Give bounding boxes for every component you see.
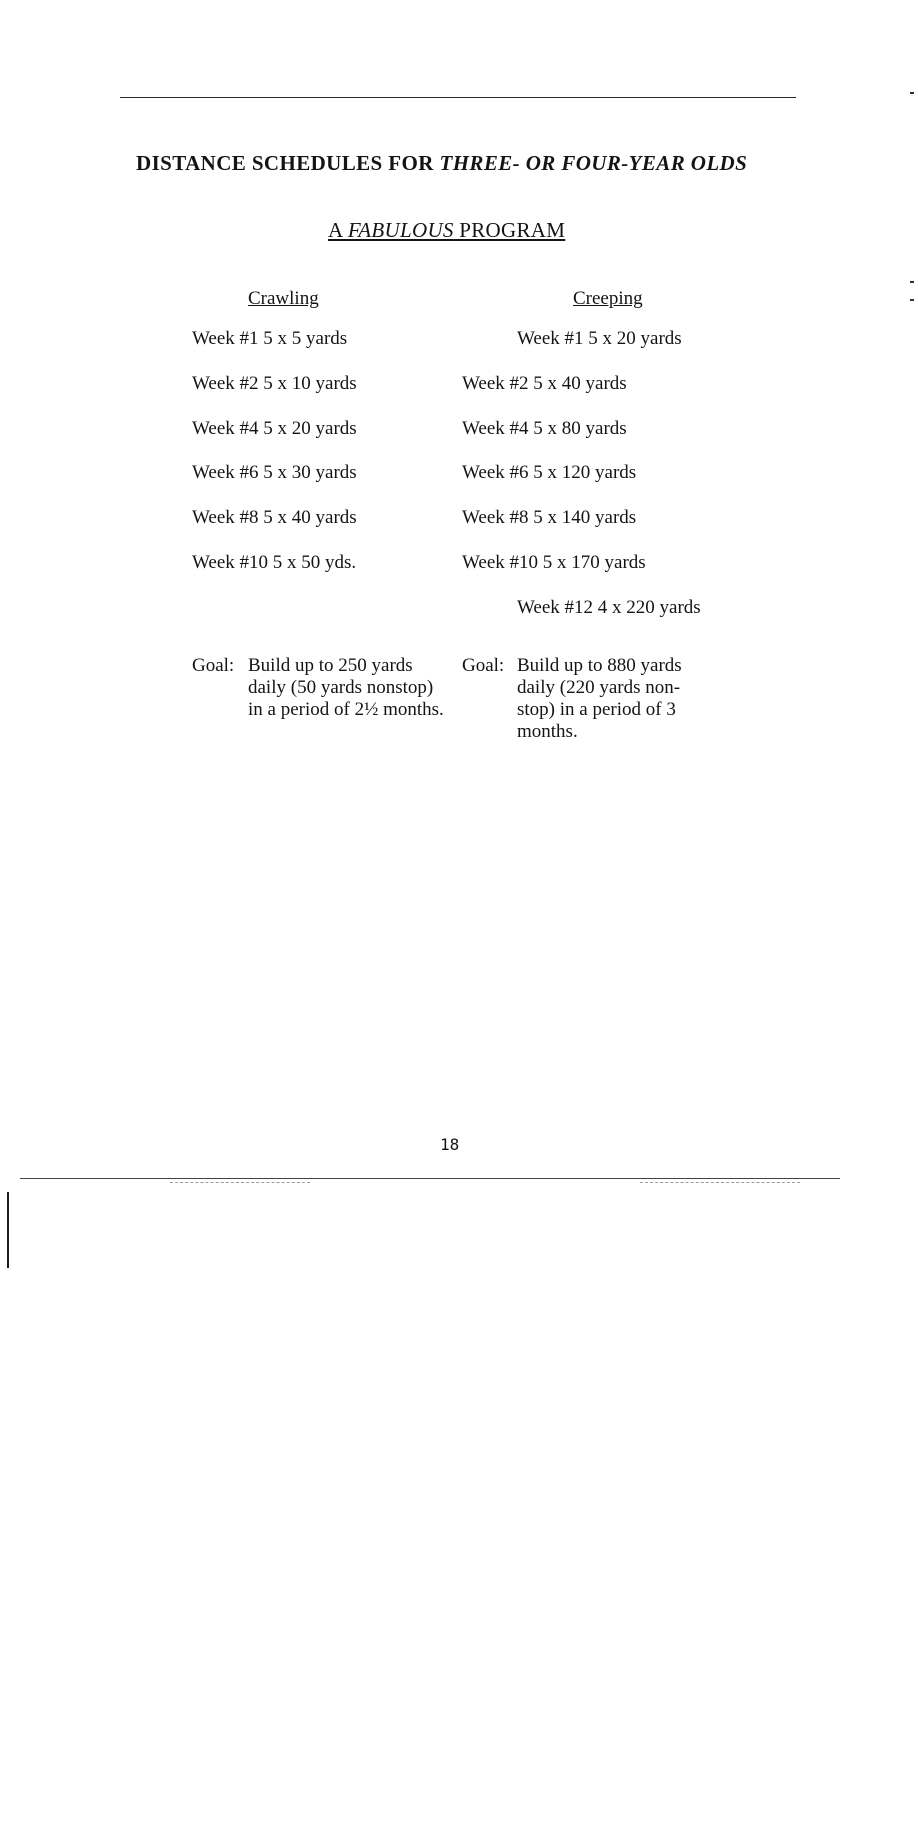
top-rule xyxy=(120,97,796,98)
crawling-row: Week #1 5 x 5 yards xyxy=(192,328,348,349)
crawling-row: Week #6 5 x 30 yards xyxy=(192,462,357,483)
creeping-goal-line: Build up to 880 yards xyxy=(517,655,682,676)
creeping-row: Week #12 4 x 220 yards xyxy=(517,597,701,618)
creeping-row: Week #4 5 x 80 yards xyxy=(462,418,627,439)
creeping-row: Week #6 5 x 120 yards xyxy=(462,462,637,483)
margin-bar xyxy=(7,1192,9,1268)
scan-speck xyxy=(910,281,914,283)
creeping-row: Week #2 5 x 40 yards xyxy=(462,373,627,394)
creeping-goal-line: months. xyxy=(517,721,578,742)
crawling-goal-line: in a period of 2½ months. xyxy=(248,699,444,720)
page-title-prefix: DISTANCE SCHEDULES FOR xyxy=(136,151,440,175)
page-title xyxy=(136,151,747,176)
page-subtitle xyxy=(328,218,565,243)
scan-speck xyxy=(910,299,914,301)
creeping-goal-label: Goal: xyxy=(462,655,505,676)
bottom-rule xyxy=(20,1178,840,1179)
page-title-italic: THREE- OR FOUR-YEAR OLDS xyxy=(439,151,748,175)
subtitle-prefix: A xyxy=(328,218,348,242)
crawling-heading: Crawling xyxy=(248,288,319,309)
scan-speck xyxy=(910,92,914,94)
crawling-row: Week #10 5 x 50 yds. xyxy=(192,552,357,573)
creeping-row: Week #1 5 x 20 yards xyxy=(517,328,682,349)
creeping-goal-line: stop) in a period of 3 xyxy=(517,699,676,720)
creeping-row: Week #10 5 x 170 yards xyxy=(462,552,646,573)
creeping-heading: Creeping xyxy=(573,288,643,309)
crawling-row: Week #4 5 x 20 yards xyxy=(192,418,357,439)
page-number: 18 xyxy=(440,1135,460,1154)
creeping-goal-line: daily (220 yards non- xyxy=(517,677,681,698)
subtitle-suffix: PROGRAM xyxy=(453,218,566,242)
scan-artifact xyxy=(640,1182,800,1183)
subtitle-italic: FABULOUS xyxy=(347,218,454,242)
crawling-row: Week #2 5 x 10 yards xyxy=(192,373,357,394)
scan-artifact xyxy=(170,1182,310,1183)
crawling-goal-line: daily (50 yards nonstop) xyxy=(248,677,434,698)
crawling-row: Week #8 5 x 40 yards xyxy=(192,507,357,528)
creeping-row: Week #8 5 x 140 yards xyxy=(462,507,637,528)
crawling-goal-label: Goal: xyxy=(192,655,235,676)
crawling-goal-line: Build up to 250 yards xyxy=(248,655,413,676)
